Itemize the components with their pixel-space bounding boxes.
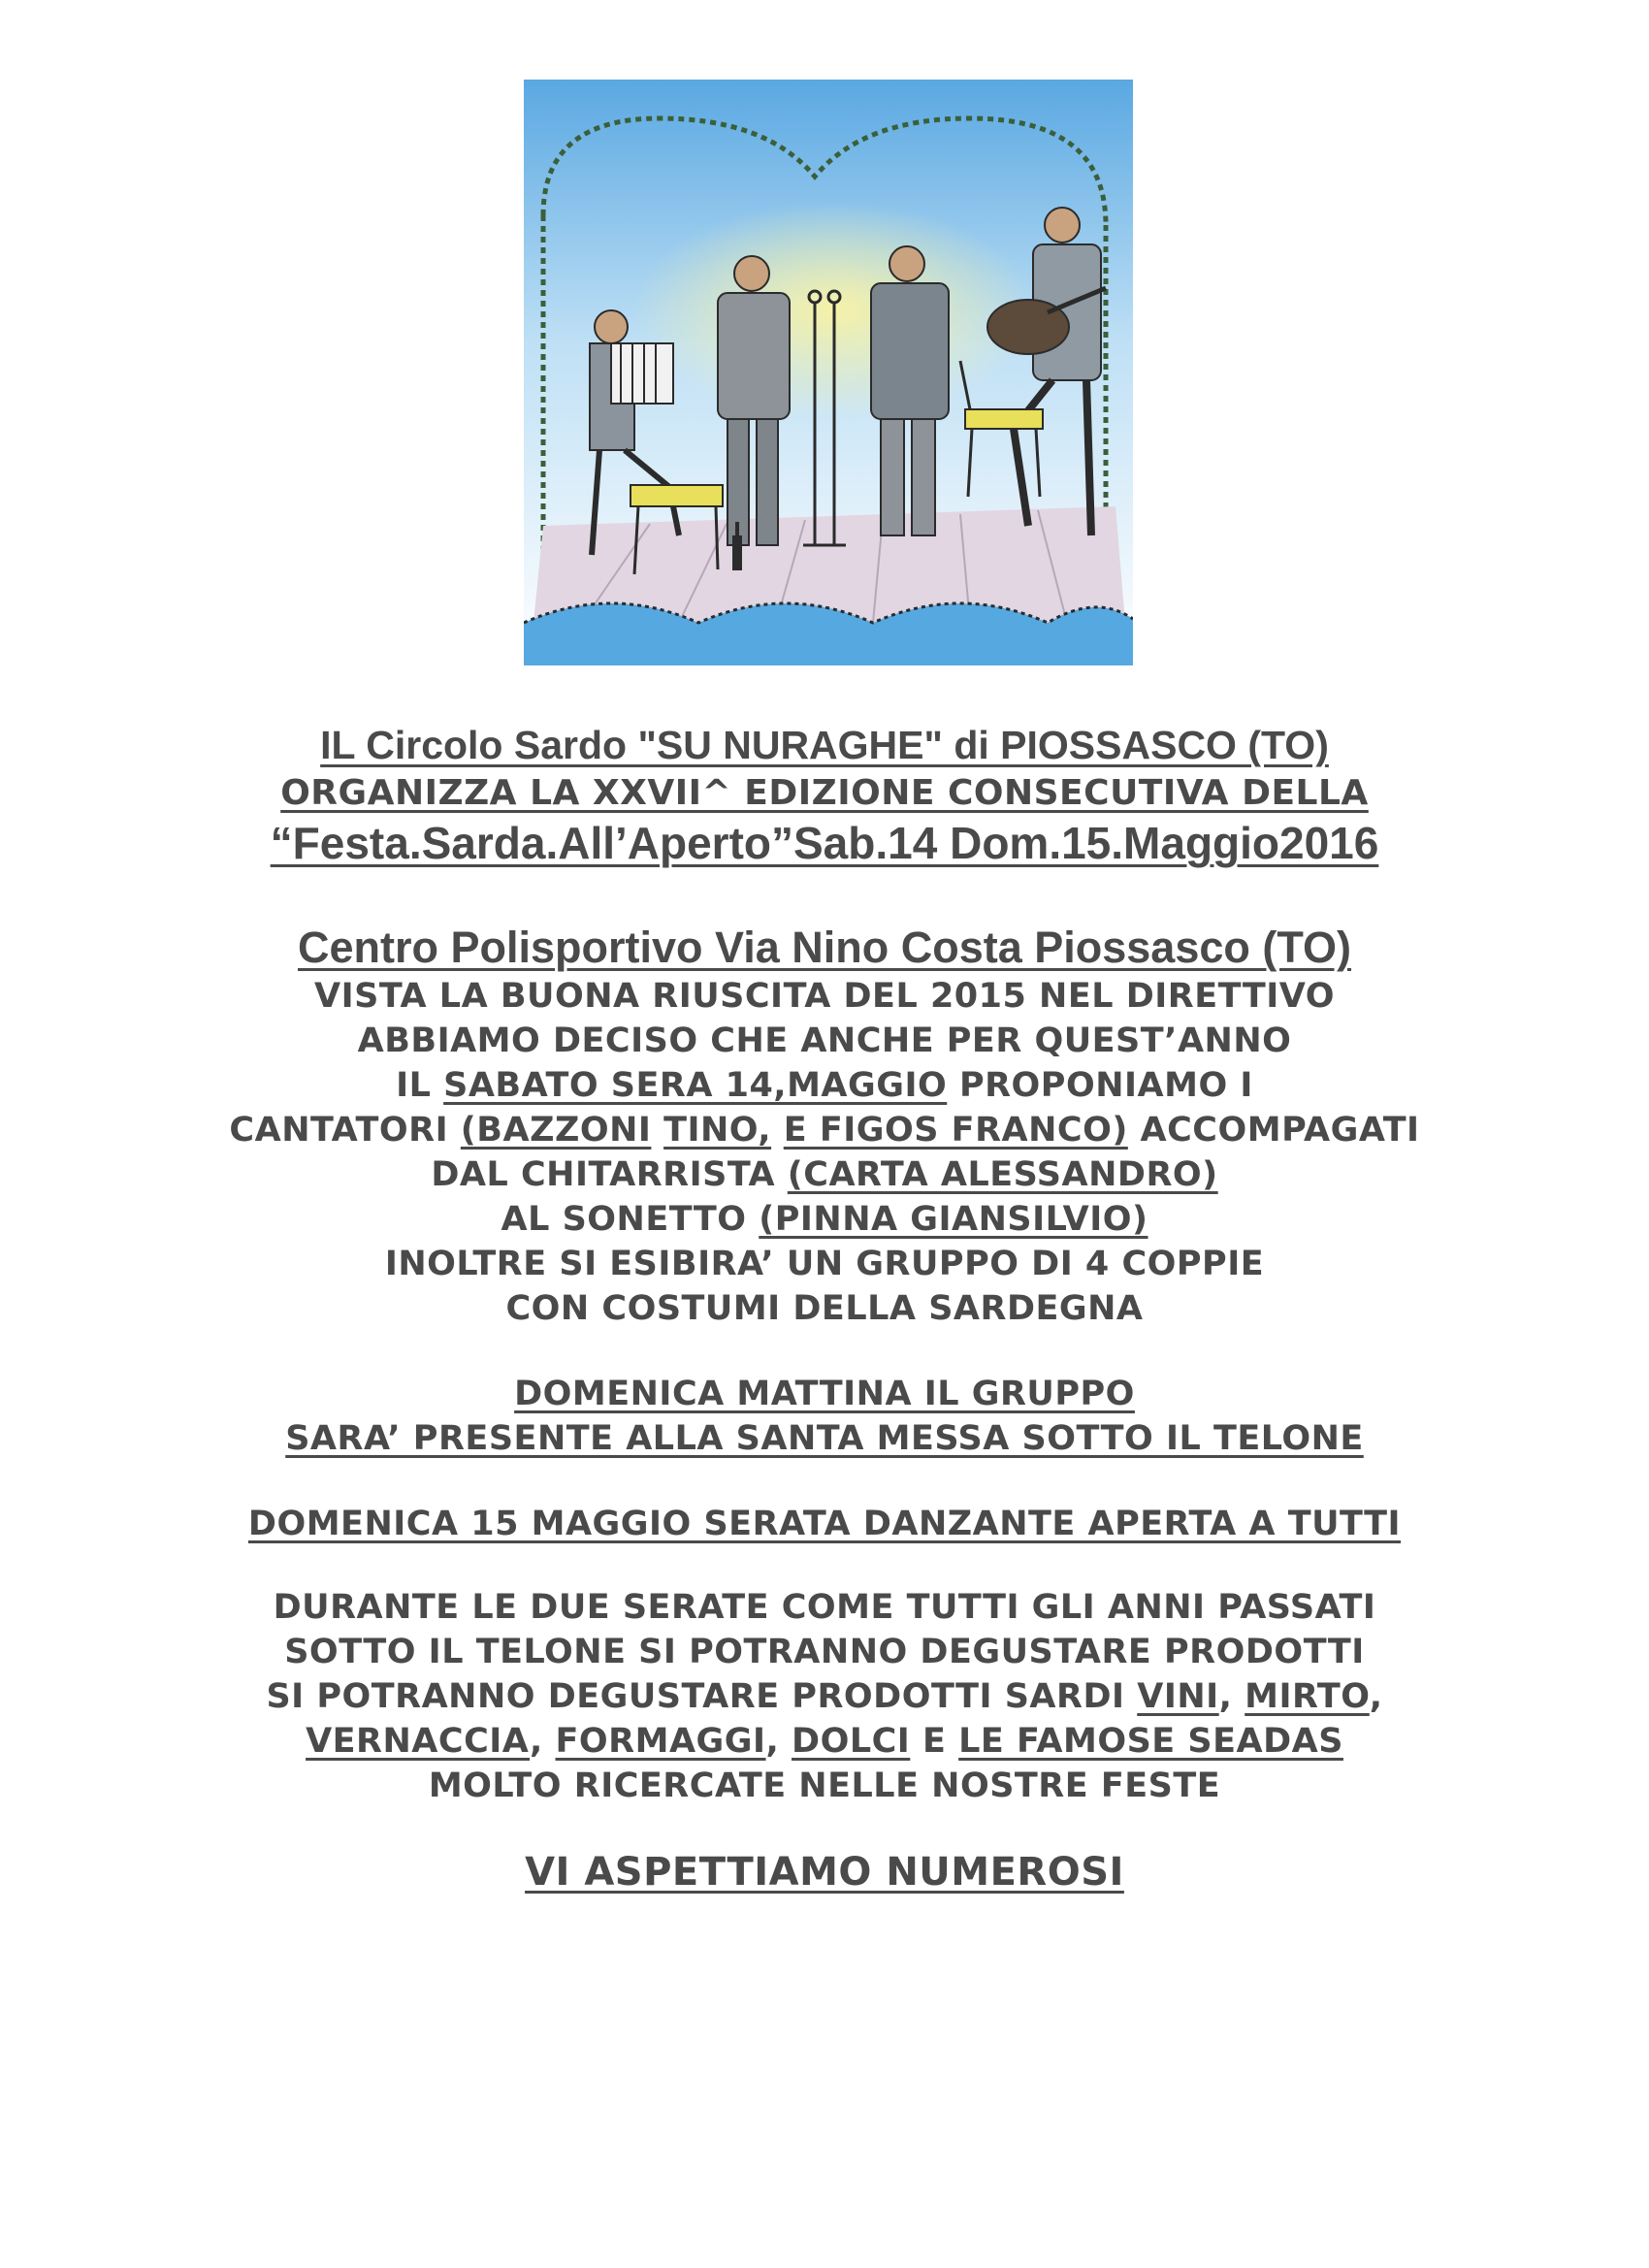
- text-span: SI POTRANNO DEGUSTARE PRODOTTI SARDI: [266, 1677, 1138, 1716]
- text-span: DAL CHITARRISTA: [431, 1155, 788, 1194]
- text-span: PROPONIAMO I: [947, 1066, 1253, 1105]
- text-span: E: [910, 1722, 959, 1761]
- food-line-2: SOTTO IL TELONE SI POTRANNO DEGUSTARE PRODOTTI: [284, 1633, 1365, 1671]
- sonetto-name: (PINNA GIANSILVIO): [759, 1200, 1148, 1239]
- text-span: IL: [396, 1066, 444, 1105]
- sunday-morning-line-1: DOMENICA MATTINA IL GRUPPO: [514, 1375, 1135, 1413]
- singer-name: (BAZZONI: [460, 1111, 652, 1150]
- text-span: [651, 1111, 663, 1150]
- text-span: ,: [1218, 1677, 1245, 1716]
- venue: Centro Polisportivo Via Nino Costa Piossasco (TO): [297, 923, 1352, 972]
- saturday-line-6: [501, 1200, 1148, 1239]
- text-span: ACCOMPAGATI: [1127, 1111, 1420, 1150]
- saturday-line-4: [229, 1111, 1420, 1150]
- event-title: “Festa.Sarda.All’Aperto”Sab.14 Dom.15.Maggio2016: [270, 818, 1379, 868]
- food-item: DOLCI: [792, 1722, 911, 1761]
- food-line-3: [266, 1677, 1383, 1716]
- sunday-evening: DOMENICA 15 MAGGIO SERATA DANZANTE APERTA A TUTTI: [247, 1505, 1402, 1543]
- singer-name: E FIGOS FRANCO): [783, 1111, 1128, 1150]
- saturday-line-8: CON COSTUMI DELLA SARDEGNA: [505, 1289, 1144, 1328]
- closing-line: VI ASPETTIAMO NUMEROSI: [525, 1850, 1124, 1895]
- guitarist-name: (CARTA ALESSANDRO): [787, 1155, 1218, 1194]
- saturday-line-3: [396, 1066, 1253, 1105]
- food-item: VINI: [1137, 1677, 1219, 1716]
- food-line-4: [306, 1722, 1343, 1761]
- text-span: ,: [1369, 1677, 1383, 1716]
- text-span: [771, 1111, 784, 1150]
- text-span: AL SONETTO: [501, 1200, 760, 1239]
- header-line-1: IL Circolo Sardo "SU NURAGHE" di PIOSSASCO (TO): [320, 723, 1329, 767]
- sunday-morning-line-2: SARA’ PRESENTE ALLA SANTA MESSA SOTTO IL TELONE: [285, 1419, 1364, 1458]
- text-span: ,: [765, 1722, 792, 1761]
- saturday-date: SABATO SERA 14,MAGGIO: [443, 1066, 948, 1105]
- saturday-line-5: [431, 1155, 1218, 1194]
- food-item: LE FAMOSE SEADAS: [958, 1722, 1343, 1761]
- text-span: ,: [530, 1722, 556, 1761]
- text-span: CANTATORI: [229, 1111, 461, 1150]
- food-line-5: MOLTO RICERCATE NELLE NOSTRE FESTE: [428, 1766, 1221, 1805]
- header-line-2: ORGANIZZA LA XXVII^ EDIZIONE CONSECUTIVA DELLA: [280, 773, 1369, 813]
- food-line-1: DURANTE LE DUE SERATE COME TUTTI GLI ANNI PASSATI: [273, 1588, 1376, 1627]
- food-item: VERNACCIA: [306, 1722, 531, 1761]
- saturday-line-1: VISTA LA BUONA RIUSCITA DEL 2015 NEL DIRETTIVO: [314, 977, 1335, 1016]
- food-item: MIRTO: [1245, 1677, 1370, 1716]
- saturday-line-2: ABBIAMO DECISO CHE ANCHE PER QUEST’ANNO: [357, 1021, 1292, 1060]
- food-item: FORMAGGI: [555, 1722, 766, 1761]
- saturday-line-7: INOLTRE SI ESIBIRA’ UN GRUPPO DI 4 COPPIE: [384, 1245, 1265, 1283]
- singer-name: TINO,: [663, 1111, 772, 1150]
